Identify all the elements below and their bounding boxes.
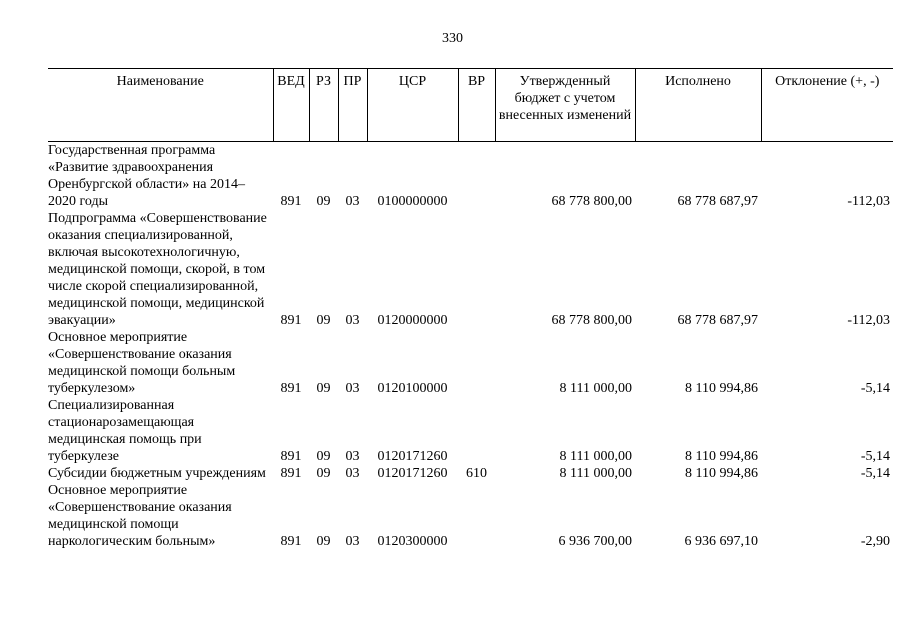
table-row bbox=[48, 482, 893, 550]
table-header-row bbox=[48, 69, 893, 142]
row-ved: 891 bbox=[280, 313, 302, 328]
row-ved: 891 bbox=[280, 466, 302, 481]
table-row bbox=[48, 397, 893, 465]
row-deviation: -2,90 bbox=[860, 534, 890, 549]
row-vr bbox=[458, 210, 495, 329]
row-approved: 68 778 800,00 bbox=[551, 194, 632, 209]
row-name: Специализированная стационарозамещающая медицинская помощь при туберкулезе bbox=[48, 398, 202, 464]
row-deviation: -112,03 bbox=[847, 194, 890, 209]
table-row bbox=[48, 329, 893, 397]
row-rz: 09 bbox=[316, 534, 331, 549]
row-deviation: -5,14 bbox=[860, 449, 890, 464]
row-pr: 03 bbox=[345, 466, 360, 481]
row-approved: 8 111 000,00 bbox=[559, 449, 632, 464]
header-approved-budget: Утвержденный бюджет с учетом внесенных изменений bbox=[495, 69, 635, 142]
row-executed: 8 110 994,86 bbox=[685, 381, 758, 396]
row-vr bbox=[458, 397, 495, 465]
row-approved: 8 111 000,00 bbox=[559, 381, 632, 396]
header-pr: ПР bbox=[338, 69, 367, 142]
row-rz: 09 bbox=[316, 313, 331, 328]
table-row bbox=[48, 465, 893, 482]
row-executed: 8 110 994,86 bbox=[685, 466, 758, 481]
row-vr bbox=[458, 482, 495, 550]
header-rz: РЗ bbox=[309, 69, 338, 142]
header-ved: ВЕД bbox=[273, 69, 309, 142]
row-csr: 0120171260 bbox=[377, 466, 448, 481]
header-name: Наименование bbox=[48, 69, 273, 142]
header-vr: ВР bbox=[458, 69, 495, 142]
row-executed: 6 936 697,10 bbox=[684, 534, 758, 549]
row-csr: 0120300000 bbox=[377, 534, 448, 549]
row-vr: 610 bbox=[466, 466, 487, 481]
table-row bbox=[48, 142, 893, 211]
row-vr bbox=[458, 329, 495, 397]
row-rz: 09 bbox=[316, 194, 331, 209]
row-name: Основное мероприятие «Совершенствование оказания медицинской помощи наркологическим больным» bbox=[48, 483, 232, 549]
row-name: Подпрограмма «Совершенствование оказания специализированной, включая высокотехнологичную, медицинской помощи, скорой, в том числе скорой специализированной, медицинской помощи, медицинской эвакуации» bbox=[48, 211, 267, 328]
row-approved: 68 778 800,00 bbox=[551, 313, 632, 328]
header-csr: ЦСР bbox=[367, 69, 458, 142]
row-name: Государственная программа «Развитие здравоохранения Оренбургской области» на 2014–2020 годы bbox=[48, 143, 245, 209]
row-ved: 891 bbox=[280, 194, 302, 209]
row-pr: 03 bbox=[345, 313, 360, 328]
row-rz: 09 bbox=[316, 381, 331, 396]
row-pr: 03 bbox=[345, 449, 360, 464]
row-ved: 891 bbox=[280, 381, 302, 396]
row-name: Основное мероприятие «Совершенствование оказания медицинской помощи больным туберкулезом» bbox=[48, 330, 236, 396]
header-deviation: Отклонение (+, -) bbox=[761, 69, 893, 142]
row-deviation: -5,14 bbox=[860, 381, 890, 396]
row-executed: 68 778 687,97 bbox=[677, 194, 758, 209]
row-pr: 03 bbox=[345, 381, 360, 396]
row-rz: 09 bbox=[316, 466, 331, 481]
row-pr: 03 bbox=[345, 534, 360, 549]
row-executed: 68 778 687,97 bbox=[677, 313, 758, 328]
page-number: 330 bbox=[442, 31, 463, 46]
row-csr: 0120000000 bbox=[377, 313, 448, 328]
row-executed: 8 110 994,86 bbox=[685, 449, 758, 464]
row-approved: 6 936 700,00 bbox=[558, 534, 632, 549]
row-deviation: -5,14 bbox=[860, 466, 890, 481]
row-name: Субсидии бюджетным учреждениям bbox=[48, 466, 266, 481]
row-pr: 03 bbox=[345, 194, 360, 209]
budget-table bbox=[48, 68, 893, 550]
row-vr bbox=[458, 142, 495, 211]
row-csr: 0100000000 bbox=[377, 194, 448, 209]
row-csr: 0120171260 bbox=[377, 449, 448, 464]
row-ved: 891 bbox=[280, 534, 302, 549]
row-deviation: -112,03 bbox=[847, 313, 890, 328]
row-rz: 09 bbox=[316, 449, 331, 464]
header-executed: Исполнено bbox=[635, 69, 761, 142]
row-ved: 891 bbox=[280, 449, 302, 464]
row-csr: 0120100000 bbox=[377, 381, 448, 396]
row-approved: 8 111 000,00 bbox=[559, 466, 632, 481]
table-row bbox=[48, 210, 893, 329]
